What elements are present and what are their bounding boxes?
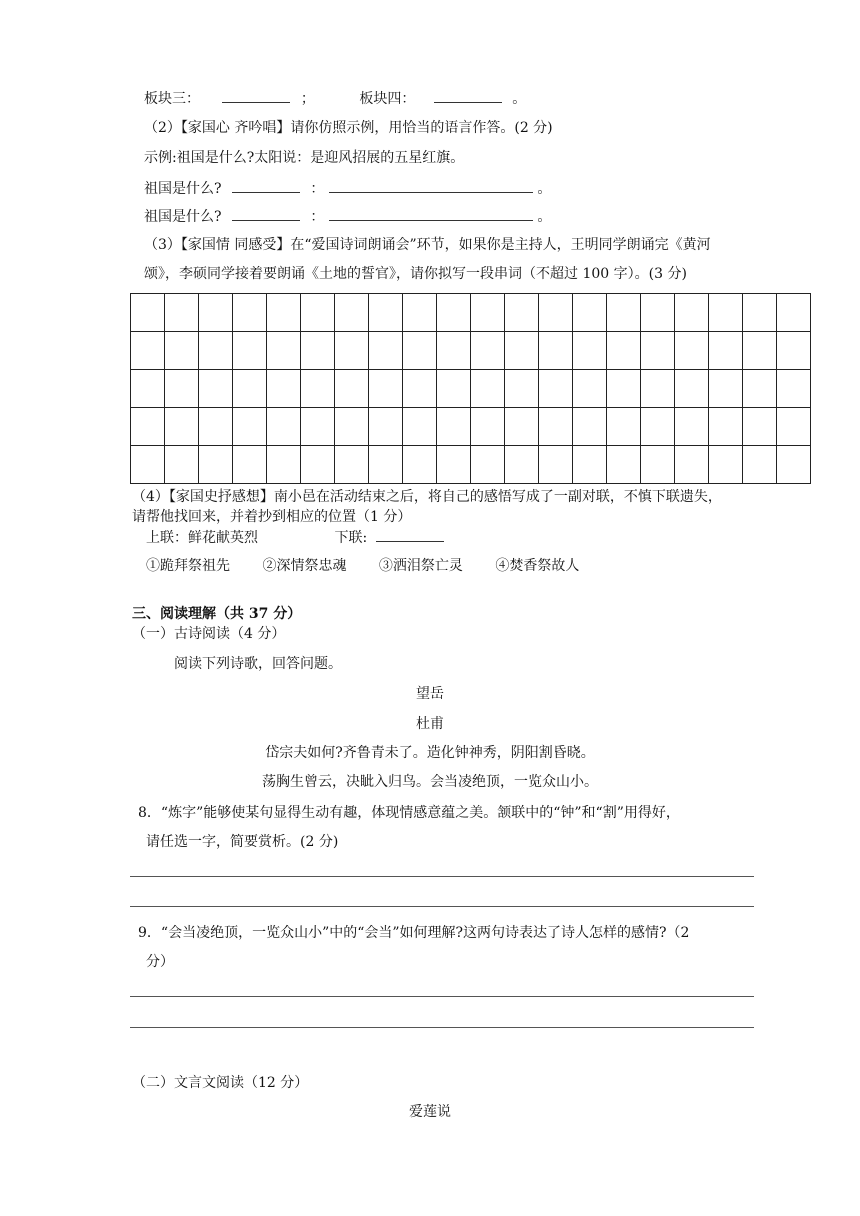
grid-cell[interactable]: [267, 332, 301, 370]
grid-cell[interactable]: [199, 408, 233, 446]
block-three-blank[interactable]: [222, 88, 290, 103]
grid-cell[interactable]: [199, 446, 233, 484]
grid-cell[interactable]: [777, 408, 811, 446]
colon: ：: [310, 181, 325, 197]
q2-speaker-blank-2[interactable]: [232, 206, 300, 221]
option-4: ④焚香祭故人: [495, 558, 580, 574]
couplet-upper: 上联：鲜花献英烈: [146, 530, 258, 546]
grid-cell[interactable]: [165, 332, 199, 370]
grid-cell[interactable]: [437, 332, 471, 370]
grid-cell[interactable]: [675, 294, 709, 332]
grid-cell[interactable]: [505, 370, 539, 408]
grid-cell[interactable]: [607, 332, 641, 370]
q8-line-2: 请任选一字，简要赏析。(2 分): [146, 834, 339, 850]
grid-cell[interactable]: [675, 332, 709, 370]
q2-prompt: 祖国是什么?: [144, 209, 222, 225]
grid-cell[interactable]: [267, 294, 301, 332]
grid-cell[interactable]: [471, 370, 505, 408]
part2-heading: （二）文言文阅读（12 分）: [132, 1075, 309, 1091]
grid-cell[interactable]: [743, 370, 777, 408]
period: 。: [512, 91, 527, 107]
grid-cell[interactable]: [301, 408, 335, 446]
grid-row: [131, 332, 811, 370]
grid-cell[interactable]: [471, 446, 505, 484]
grid-cell[interactable]: [573, 408, 607, 446]
part1-instruction: 阅读下列诗歌，回答问题。: [174, 656, 342, 672]
q4-line-2: 请帮他找回来，并着抄到相应的位置（1 分）: [132, 509, 412, 525]
grid-cell[interactable]: [267, 408, 301, 446]
grid-cell[interactable]: [403, 332, 437, 370]
section3-heading: 三、阅读理解（共 37 分）: [132, 606, 302, 622]
grid-cell[interactable]: [199, 370, 233, 408]
grid-cell[interactable]: [369, 446, 403, 484]
grid-cell[interactable]: [437, 446, 471, 484]
option-2: ②深情祭忠魂: [262, 558, 347, 574]
q2-example: 示例:祖国是什么?太阳说：是迎风招展的五星红旗。: [144, 150, 465, 166]
block-four-label: 板块四：: [359, 91, 416, 107]
q2-answer-blank-2[interactable]: [329, 206, 533, 221]
grid-cell[interactable]: [233, 332, 267, 370]
grid-cell[interactable]: [743, 294, 777, 332]
grid-row: [131, 294, 811, 332]
q2-prompt: 祖国是什么?: [144, 181, 222, 197]
grid-cell[interactable]: [471, 408, 505, 446]
couplet-options: [146, 556, 607, 576]
period: 。: [537, 181, 552, 197]
grid-cell[interactable]: [675, 408, 709, 446]
grid-cell[interactable]: [641, 332, 675, 370]
period: 。: [537, 209, 552, 225]
grid-cell[interactable]: [777, 446, 811, 484]
colon: ：: [310, 209, 325, 225]
grid-cell[interactable]: [165, 294, 199, 332]
grid-cell[interactable]: [573, 446, 607, 484]
part2-title: 爱莲说: [409, 1104, 451, 1120]
grid-row: [131, 446, 811, 484]
grid-cell[interactable]: [369, 332, 403, 370]
grid-cell[interactable]: [131, 446, 165, 484]
q2-heading: （2）【家国心 齐吟唱】请你仿照示例，用恰当的语言作答。(2 分): [144, 120, 553, 136]
grid-cell[interactable]: [743, 446, 777, 484]
grid-cell[interactable]: [607, 408, 641, 446]
q2-answer-row-2: [144, 206, 551, 227]
grid-cell[interactable]: [165, 370, 199, 408]
couplet-lower-blank[interactable]: [376, 527, 444, 542]
part1-heading: （一）古诗阅读（4 分）: [132, 626, 286, 642]
grid-cell[interactable]: [709, 294, 743, 332]
grid-cell[interactable]: [233, 370, 267, 408]
poem-line-2: 荡胸生曾云，决眦入归鸟。会当凌绝顶，一览众山小。: [262, 774, 598, 790]
grid-cell[interactable]: [471, 294, 505, 332]
grid-cell[interactable]: [233, 446, 267, 484]
grid-cell[interactable]: [675, 446, 709, 484]
grid-cell[interactable]: [505, 408, 539, 446]
grid-cell[interactable]: [233, 294, 267, 332]
grid-cell[interactable]: [777, 332, 811, 370]
q8-answer-line-2[interactable]: [130, 906, 754, 907]
grid-cell[interactable]: [335, 446, 369, 484]
grid-cell[interactable]: [607, 370, 641, 408]
grid-cell[interactable]: [131, 294, 165, 332]
grid-cell[interactable]: [335, 370, 369, 408]
block-three-label: 板块三：: [144, 91, 200, 107]
q9-answer-line-1[interactable]: [130, 996, 754, 997]
q2-answer-blank-1[interactable]: [329, 178, 533, 193]
q9-line-1: 9．“会当凌绝顶，一览众山小”中的“会当”如何理解?这两句诗表达了诗人怎样的感情?（2: [138, 925, 690, 941]
grid-cell[interactable]: [573, 370, 607, 408]
grid-cell[interactable]: [641, 294, 675, 332]
q4-line-1: （4）【家国史抒感想】南小邑在活动结束之后，将自己的感悟写成了一副对联，不慎下联遗失，: [132, 489, 722, 505]
q3-line-2: 颂》，李硕同学接着要朗诵《土地的誓官》，请你拟写一段串词（不超过 100 字）。(3 分): [144, 266, 687, 282]
q2-speaker-blank-1[interactable]: [232, 178, 300, 193]
poem-title: 望岳: [416, 686, 444, 702]
couplet-lower-label: 下联:: [334, 530, 368, 546]
grid-cell[interactable]: [777, 294, 811, 332]
grid-cell[interactable]: [131, 370, 165, 408]
block-four-blank[interactable]: [434, 88, 502, 103]
q9-line-2: 分）: [146, 954, 174, 970]
grid-cell[interactable]: [437, 370, 471, 408]
grid-cell[interactable]: [369, 370, 403, 408]
grid-cell[interactable]: [641, 446, 675, 484]
grid-cell[interactable]: [539, 408, 573, 446]
grid-cell[interactable]: [199, 294, 233, 332]
grid-cell[interactable]: [505, 294, 539, 332]
grid-cell[interactable]: [403, 408, 437, 446]
grid-cell[interactable]: [505, 446, 539, 484]
grid-cell[interactable]: [301, 370, 335, 408]
answer-grid[interactable]: [130, 293, 811, 484]
grid-cell[interactable]: [505, 332, 539, 370]
grid-cell[interactable]: [369, 408, 403, 446]
couplet-row: [146, 527, 444, 548]
grid-cell[interactable]: [743, 408, 777, 446]
grid-cell[interactable]: [675, 370, 709, 408]
grid-cell[interactable]: [199, 332, 233, 370]
grid-cell[interactable]: [641, 408, 675, 446]
grid-cell[interactable]: [539, 446, 573, 484]
grid-cell[interactable]: [573, 294, 607, 332]
grid-cell[interactable]: [471, 332, 505, 370]
poem-author: 杜甫: [416, 716, 444, 732]
grid-cell[interactable]: [335, 332, 369, 370]
grid-cell[interactable]: [607, 446, 641, 484]
separator: ；: [300, 91, 315, 107]
q3-line-1: （3）【家国情 同感受】在“爱国诗词朗诵会”环节，如果你是主持人，王明同学朗诵完《黄河: [144, 237, 711, 253]
grid-cell[interactable]: [743, 332, 777, 370]
grid-cell[interactable]: [709, 332, 743, 370]
grid-cell[interactable]: [165, 408, 199, 446]
grid-cell[interactable]: [335, 294, 369, 332]
grid-cell[interactable]: [437, 294, 471, 332]
q9-answer-line-2[interactable]: [130, 1027, 754, 1028]
grid-cell[interactable]: [709, 370, 743, 408]
q8-line-1: 8．“炼字”能够使某句显得生动有趣，体现情感意蕴之美。颔联中的“钟”和“割”用得好，: [138, 805, 680, 821]
grid-cell[interactable]: [301, 294, 335, 332]
grid-cell[interactable]: [369, 294, 403, 332]
q2-answer-row-1: [144, 178, 551, 199]
q8-answer-line-1[interactable]: [130, 876, 754, 877]
grid-cell[interactable]: [131, 408, 165, 446]
grid-cell[interactable]: [233, 408, 267, 446]
grid-cell[interactable]: [437, 408, 471, 446]
grid-cell[interactable]: [403, 370, 437, 408]
option-3: ③洒泪祭亡灵: [378, 558, 463, 574]
grid-row: [131, 408, 811, 446]
grid-cell[interactable]: [641, 370, 675, 408]
grid-cell[interactable]: [267, 446, 301, 484]
grid-cell[interactable]: [335, 408, 369, 446]
grid-cell[interactable]: [777, 370, 811, 408]
block-three-row: [144, 88, 526, 109]
grid-cell[interactable]: [539, 294, 573, 332]
grid-cell[interactable]: [539, 332, 573, 370]
option-1: ①跪拜祭祖先: [146, 558, 230, 574]
grid-cell[interactable]: [539, 370, 573, 408]
grid-cell[interactable]: [607, 294, 641, 332]
grid-cell[interactable]: [301, 332, 335, 370]
grid-row: [131, 370, 811, 408]
grid-cell[interactable]: [301, 446, 335, 484]
grid-cell[interactable]: [267, 370, 301, 408]
grid-cell[interactable]: [403, 446, 437, 484]
grid-cell[interactable]: [573, 332, 607, 370]
grid-cell[interactable]: [131, 332, 165, 370]
grid-cell[interactable]: [165, 446, 199, 484]
grid-cell[interactable]: [709, 408, 743, 446]
grid-cell[interactable]: [403, 294, 437, 332]
poem-line-1: 岱宗夫如何?齐鲁青未了。造化钟神秀，阴阳割昏晓。: [265, 745, 595, 761]
grid-cell[interactable]: [709, 446, 743, 484]
